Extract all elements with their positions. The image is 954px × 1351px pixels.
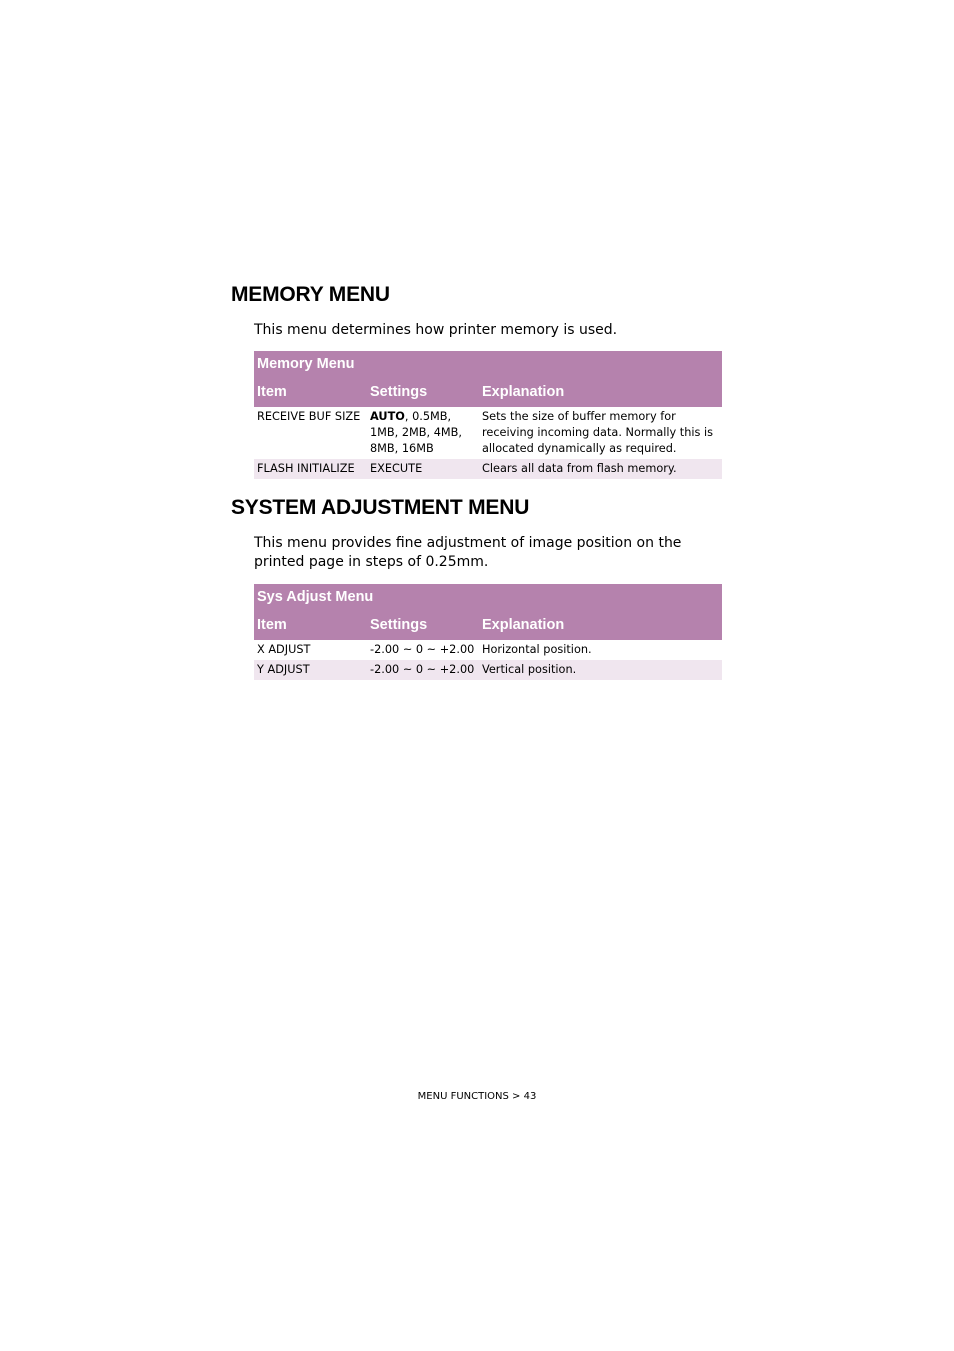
table-title-row [254, 351, 722, 374]
row-settings: -2.00 ~ 0 ~ +2.00 [367, 660, 479, 680]
other-settings: , 0.5MB, 1MB, 2MB, 4MB, 8MB, 16MB [370, 410, 463, 455]
system-adjustment-menu-intro: This menu provides fine adjustment of image position on the printed page in steps of 0.25mm. [254, 535, 682, 570]
row-explanation: Vertical position. [479, 660, 722, 680]
page-footer [0, 1090, 954, 1104]
column-header-explanation: Explanation [479, 374, 722, 407]
column-header-item: Item [254, 374, 367, 407]
column-header-explanation: Explanation [479, 607, 722, 640]
page-number: 43 [523, 1091, 537, 1102]
footer-separator: > [508, 1091, 524, 1102]
table-row [254, 459, 722, 479]
row-item: FLASH INITIALIZE [254, 459, 367, 479]
row-settings: -2.00 ~ 0 ~ +2.00 [370, 643, 475, 656]
memory-menu-table [254, 351, 722, 479]
footer-section: MENU FUNCTIONS [417, 1091, 509, 1102]
row-settings: EXECUTE [367, 459, 479, 479]
row-item: X ADJUST [257, 643, 311, 656]
sys-adjust-menu-table [254, 584, 722, 680]
column-header-settings: Settings [367, 374, 479, 407]
table-title-row [254, 584, 722, 607]
system-adjustment-menu-heading: SYSTEM ADJUSTMENT MENU [231, 496, 530, 519]
table-row [254, 407, 722, 459]
memory-menu-intro: This menu determines how printer memory is used. [254, 322, 618, 338]
default-setting: AUTO [370, 410, 405, 423]
column-header-settings: Settings [367, 607, 479, 640]
row-explanation: Sets the size of buffer memory for receiving incoming data. Normally this is allocated dynamically as required. [482, 410, 714, 455]
row-item: RECEIVE BUF SIZE [257, 410, 361, 423]
table-title: Memory Menu [254, 351, 722, 374]
table-title: Sys Adjust Menu [254, 584, 722, 607]
memory-menu-heading: MEMORY MENU [231, 283, 390, 306]
table-header-row [254, 607, 722, 640]
row-settings [367, 407, 479, 459]
row-explanation: Horizontal position. [482, 643, 592, 656]
table-row [254, 660, 722, 680]
row-item: Y ADJUST [254, 660, 367, 680]
table-row [254, 640, 722, 660]
table-header-row [254, 374, 722, 407]
column-header-item: Item [254, 607, 367, 640]
row-explanation: Clears all data from flash memory. [479, 459, 722, 479]
